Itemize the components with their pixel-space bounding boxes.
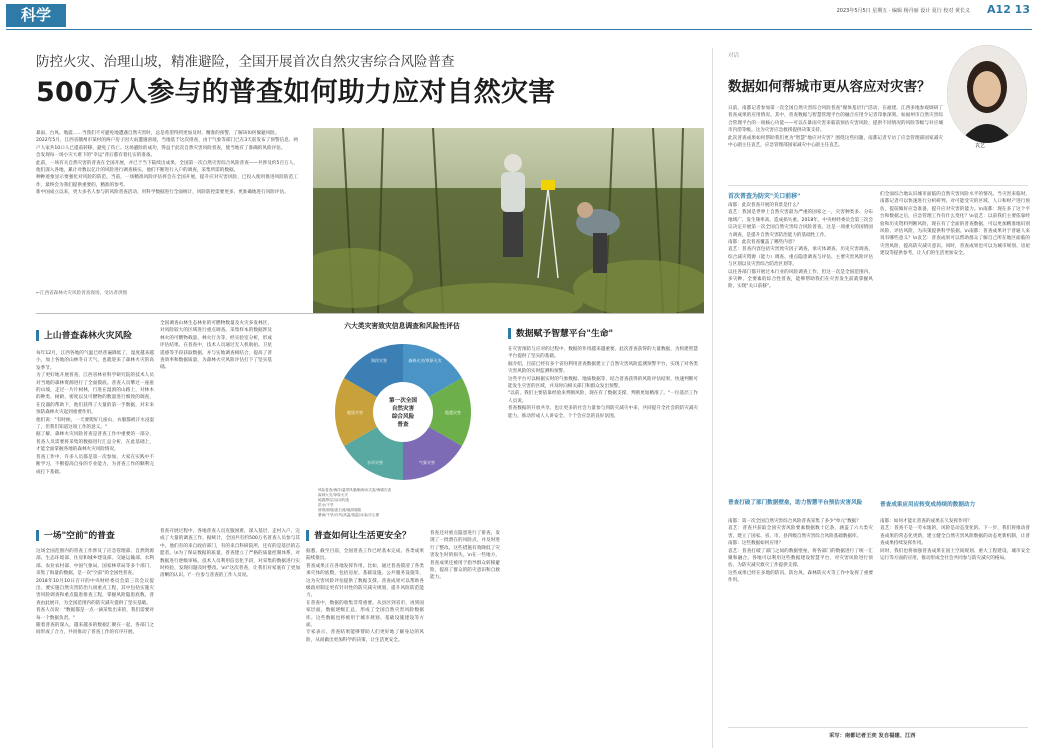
interview-section-title: 首次普查为防灾"关口前移" xyxy=(728,193,801,200)
column-rule xyxy=(712,48,713,748)
article-deck: 防控火灾、治理山坡，精准避险，全国开展首次自然灾害综合风险普查 xyxy=(36,54,455,70)
interview-body-cont: 们全面综合地认识城市面临的自然灾害风险水平的情况。当灾害来临时，南都记者可以快速进行分析研判，对可能受灾的区域、人口和财产进行预估，提前做好应急准备，提升应对灾害的能力。\n南都：现在多了这个平台和数据之后，应急管理工作有什么变化？\n袁艺：以前我们主要依靠经验和历史资料判断风险，现在有了全面的普查数据，可以更加精准地识别风险、评估风险，为决策提供科学依据。\n南都：普查成果对于普通人来说有哪些意义？\n袁艺：普查成果可以帮助群众了解自己所在地区面临的灾害风险，提高防灾减灾意识。同时，普查成果也可以为城市规划、房屋建设等提供参考，让人们的生活更加安全。 xyxy=(880,192,1030,257)
section-body-unprecedented: 这场全国范围内的普查工作涉及了应急管理部、自然资源部、生态环境部、住房和城乡建设部、交通运输部、水利部、农业农村部、中国气象局、国家林草局等多个部门，采集了海量的数据，是一次"空前"的全国性普查。 2018年10月10日召开的中央财经委员会第三次会议提出，要实施自然灾害防治九项重点工程，其中包括实施灾害风险调查和重点隐患排查工程，掌握风险隐患底数。普查由此展开，为全国范围内的防灾减灾提供了坚实基础。 普查人员说："数据都是一点一滴采集出来的，我们需要对每一个数据负责。" 随着普查的深入，越来越多的数据汇聚在一起，各部门之间形成了合力，共同推动了普查工作的有序开展。 xyxy=(36,549,154,636)
outer-label: 洪水/干旱 xyxy=(318,503,334,507)
section-title-unprecedented: 一场"空前"的普查 xyxy=(44,531,115,541)
portrait-illustration xyxy=(947,45,1027,143)
infographic-title: 六大类灾害致灾信息调查和风险性评估 xyxy=(344,322,460,330)
outer-label: 风险普查/海洋/温带风暴潮/海冰灾害/海啸灾害 xyxy=(318,488,392,492)
top-rule xyxy=(6,29,1032,30)
article-headline: 500万人参与的普查如何助力应对自然灾害 xyxy=(36,77,556,108)
wheel-label-forest: 森林火灾/草原火灾 xyxy=(408,358,442,363)
section-marker xyxy=(508,328,511,339)
section-body-forest-fire-cont: 全国调查山林生态林业的可燃物数量及火灾多发林区，对风险较大的区域进行重点调查。采集样本的数据涉及林火的可燃物载量、林火行为等，经实验室分析，形成评估结果。在普查中，技术人员通过无人机航拍、卫星遥感等手段获取数据，并与实地调查相结合，提高了普查效率和数据质量，为森林火灾风险评估打下了坚实基础。 xyxy=(160,321,272,371)
section-marker xyxy=(36,530,39,541)
reporter-credit: 采写：南都记者王奕 发自福建、江西 xyxy=(829,733,916,739)
wheel-label-geology: 地质灾害 xyxy=(347,410,363,415)
wheel-label-flood: 水旱灾害 xyxy=(367,460,383,465)
section-body-forest-fire: 每年12月，江西各地的气温已经普遍降低了，湿度越来越小，加上各地的山林冬日天气，也就迎来了森林火灾的高发季节。 为了更好地开展普查，江西省林业科学研究院的技术人员对当地的森林资源进行了全面摸底。普查人员攀过一座座的山坡，走过一片片树林，行进在湿滑的山路上，对林木的种类、树龄、密度以及可燃物的数量进行细致的调查，在仪器的帮助下，他们获得了大量的第一手数据，对未来预防森林火灾起到重要作用。 他们说："有时候，一天要爬好几座山，衣服都被汗水浸湿了，但我们知道这项工作的意义。" 据了解，森林火灾风险普查是普查工作中重要的一部分，普查人员需要将采集的数据进行汇总分析，在此基础上，才能全面掌握各地的森林火灾风险情况。 普查工作中，许多人员都是第一次参加，大家在实践中不断学习，不断提高自身的专业能力，为普查工作的顺利完成打下基础。 xyxy=(36,351,154,475)
wheel-label-ocean: 海洋灾害 xyxy=(371,358,387,363)
date-info: 2023年5月5日 星期五 · 编辑 杨丹丽 设计 夏行 校对 黄长义 xyxy=(836,8,970,14)
photo-illustration xyxy=(313,128,704,313)
interview-section-body: 南都：如何才能让普查的成果长久发挥作用？ 袁艺：普查不是一劳永逸的，风险是动态变化的。下一步，我们将推动普查成果的常态化更新，建立健全自然灾害风险数据的动态更新机制，让普查成果持续发挥作用。 同时，我们也将加强普查成果在国土空间规划、重大工程建设、城市安全运行等方面的应用，推动形成全社会共同参与防灾减灾的格局。 xyxy=(880,519,1030,562)
hazard-wheel-infographic xyxy=(318,332,488,490)
wheel-center-line: 自然灾害 xyxy=(391,406,415,412)
interview-section-title: 普查成果应用应转变成持续的数据动力 xyxy=(880,502,976,508)
interviewee-name: 袁艺 xyxy=(975,143,986,149)
interview-section-title: 普查打破了部门数据壁垒，助力智慧平台预估灾害风险 xyxy=(728,500,863,506)
page-number: A12 13 xyxy=(987,3,1030,16)
outer-label: 暴雨/干旱/台风/高温/低温/冰冻/沙尘暴 xyxy=(318,513,380,517)
article-lead: 暴雨、台风、地震……当我们不可避免地遭遇自然灾害时，总是希望得到更加及时、精准的预警，了解该如何躲避风险。 2022年5月，江西省赣州市某村的两户房子因大雨遭遇滑坡，当地基于这次排查，由于气象等部门已在3天前发布了预警信息，两户人家共10口人已提前转移，避免了伤亡。这场避险的成功，得益于此次自然灾害风险普查，使当地有了准确的风险评估。 会发现每一场小灾大难下的"幸运"背后都有着扎实的准备。 此前，一场有关自然灾害的普查在全国开展，并已于当下陆续出成果。全国第一次自然灾害综合风险普查——共涉及约5百万人，他们深入各地，累计对数以亿计的风险进行调查核实。他们不断进行入户的调查，采集所需的数据。 种种迹象显示要强化对风险的防范。当前，一场精准风险评估将会在全国开展，提升应对灾害风险，已投入使用推进风险防范工作，最终会为我们提供重要的，精准的参考。 新中国成立以来，更大多名人参与的风险普查活动，用科学数据进行全面统计，风险防控需要更多、更准确地进行风险评估。 xyxy=(36,131,298,196)
outer-label: 森林火灾/草原火灾 xyxy=(318,493,348,497)
section-body-safer-life: 据悉，截至目前，全国普查工作已经基本完成，各类成果陆续推出。 普查成果正在各地发挥作用。比如，通过普查摸清了各类承灾体的底数，包括房屋、基础设施、公共服务设施等，这为灾害风险评估提供了数据支撑。普查成果可以帮助各级政府制定更有针对性的防灾减灾规划，提升风险防范能力。 在普查中，数据的收集非常重要。从县区到省市，再到国家层面，数据逐级汇总，形成了全国自然灾害风险数据库。这些数据也将被用于城市规划、基础设施建设等方面。 专家表示，普查结果能够帮助人们更好地了解身边的风险，从而做出更加科学的决策，让生活更安全。 xyxy=(306,549,424,643)
wheel-center-line: 普查 xyxy=(397,422,409,428)
outer-label: 滑坡/崩塌/泥石流/地面塌陷 xyxy=(318,508,362,512)
interview-title: 数据如何帮城市更从容应对灾害？ xyxy=(728,79,931,95)
infographic-outer-labels xyxy=(318,488,488,518)
section-body-safer-life-cont: 普查还对重点隐患进行了排查，发现了一批潜在的风险点，并及时进行了整改。这些措施有效降低了灾害发生时的损失。\n在一些地方，普查成果还被用于指导群众转移避险，提高了群众的防灾意识和自救能力。 xyxy=(430,531,500,581)
wheel-center xyxy=(373,382,433,442)
photo-caption: ←江西省森林火灾风险普查现场，受访者供图 xyxy=(36,291,128,296)
interview-rule xyxy=(728,185,1028,186)
section-body-smart-platform: 在灾害预防与应对的过程中，数据的作用越来越重要。此次普查获得的大量数据，为构建智慧平台提供了坚实的基础。 据介绍，目前已经有多个省份利用普查数据建立了自然灾害风险监测预警平台，实现了对各类灾害风险的实时监测和预警。 这些平台可以根据实时的气象数据、地质数据等，结合普查获得的风险评估结果，快速判断可能发生灾害的区域，并及时向相关部门和群众发出预警。 "以前，我们主要依靠经验来判断风险，现在有了数据支撑，判断更加精准了。"一位基层工作人员说。 普查数据的开放共享，也让更多的社会力量参与到防灾减灾中来，共同提升全社会的防灾减灾能力，推动形成人人讲安全、个个会应急的良好氛围。 xyxy=(508,347,698,419)
wheel-center-line: 综合风险 xyxy=(391,414,415,420)
wheel-label-earthquake: 地震灾害 xyxy=(445,410,461,415)
section-title-smart-platform: 数据赋予智慧平台"生命" xyxy=(516,329,614,339)
section-divider xyxy=(36,313,704,314)
interviewee-portrait xyxy=(947,45,1027,143)
section-marker xyxy=(306,530,309,541)
section-title-forest-fire: 上山普查森林火灾风险 xyxy=(44,331,132,341)
forest-survey-photo xyxy=(313,128,704,313)
section-marker xyxy=(36,330,39,341)
wheel-center-line: 第一次全国 xyxy=(389,398,417,404)
interview-section-body: 南都：第一次全国自然灾害综合风险普查采集了多少"单元"数据？ 袁艺：普查共获取全国灾害风险要素数据数十亿条，涵盖了六大类灾害，建立了国家、省、市、县四级自然灾害综合风险基础数据库。 南都：这些数据如何应用？ 袁艺：普查打破了部门之间的数据壁垒，将各部门的数据进行了统一汇聚和融合。各地可以利用这些数据建设智慧平台，对灾害风险进行预估，为防灾减灾救灾工作提供支撑。 这些成果已经在多地的防汛、防台风、森林防灭火等工作中发挥了重要作用。 xyxy=(728,519,873,584)
wheel-label-weather: 气象灾害 xyxy=(419,460,435,465)
footer-rule xyxy=(728,727,1028,728)
section-body-unprecedented-cont: 普查开展过程中，各地普查人员克服困难，深入基层，走村入户，完成了大量的调查工作。据统计，全国共有约500万名普查人员参与其中。他们有的来自政府部门，有的来自科研院所，还有的是基层的志愿者。\n为了保证数据的质量，普查建立了严格的质量控制体系，对数据进行逐级审核。技术人员利用信息化手段，对采集的数据进行实时校验，发现问题及时整改。\n\"这次普查，让我们对家底有了更加清晰的认识。\"一位参与普查的工作人员说。 xyxy=(160,529,300,579)
section-tag: 科学 xyxy=(6,4,66,27)
outer-label: 地震/断层/活动构造 xyxy=(318,498,350,502)
section-title-safer-life: 普查如何让生活更安全？ xyxy=(314,531,411,541)
interview-section-body: 南都：此次普查开展的背景是什么？ 袁艺：我国是世界上自然灾害最为严重的国家之一，灾害种类多、分布地域广、发生频率高、造成损失重。2018年，中央财经委员会第三次会议决定开展第一次全国自然灾害综合风险普查。这是一项重大的国情国力调查，是提升自然灾害防治能力的基础性工作。 南都：此次普查覆盖了哪些内容？ 袁艺：普查内容包括灾害致灾因子调查、承灾体调查、历史灾害调查、综合减灾资源（能力）调查、重点隐患调查与评估、主要灾害风险评估与区划以及灾害综合防治区划等。 以往各部门都开展过本行业的风险调查工作，但这一次是全国范围内、多灾种、全要素的综合性普查，能够帮助我们在灾害发生前就掌握风险，实现"关口前移"。 xyxy=(728,203,873,290)
interview-intro: 日前，南都记者参加第一次全国自然灾害综合风险普查"媒体基层行"活动，在福建、江西多地参观调研了普查成果的应用情况。其中，普查数据与智慧管理平台的融合应用令记者印象深刻。如福州市自然灾害综合管理平台的一项核心功能——可以在暴雨灾害来临前预估灾害风险，提供不同情况的风险等级与对应城市内涝等级。这为灾害应急救援提供决策支持。 此次普查成果如何帮助我们更为"智慧"地应对灾害？围绕这些问题，南都记者专访了应急管理部国家减灾中心副主任袁艺，应急管理部国家减灾中心副主任袁艺。 xyxy=(728,106,943,149)
interview-label: 对话 xyxy=(728,53,740,59)
